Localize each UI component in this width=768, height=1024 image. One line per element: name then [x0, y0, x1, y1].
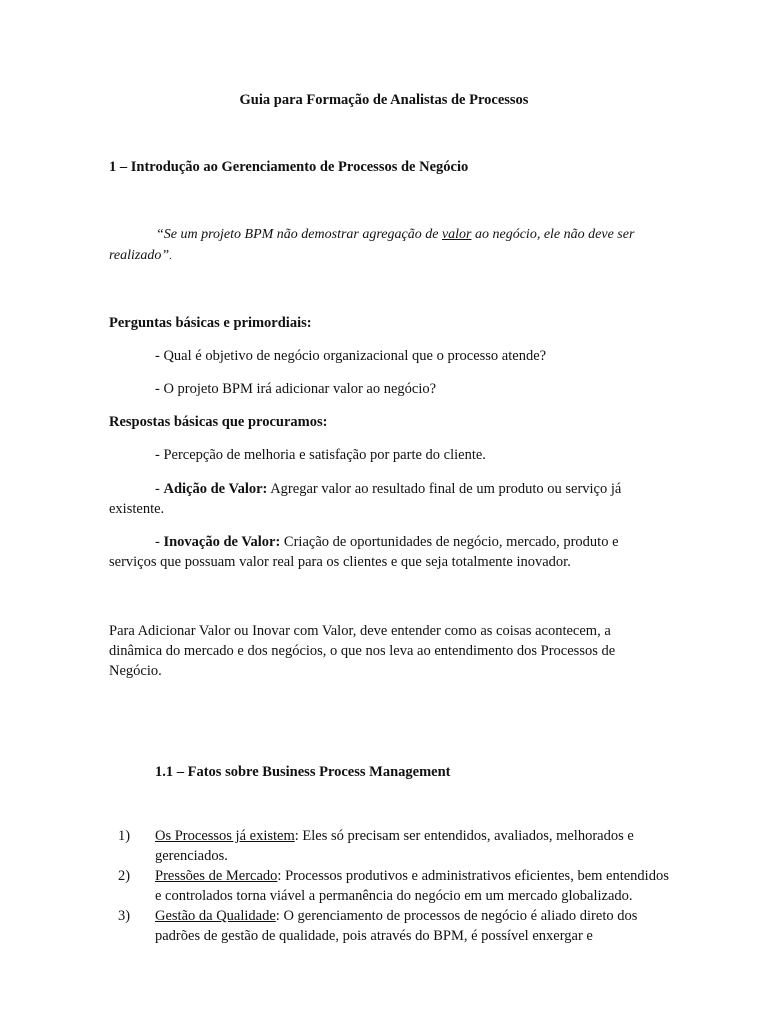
section-1-heading: 1 – Introdução ao Gerenciamento de Processos de Negócio — [109, 159, 469, 175]
answer-item-adicao-valor — [109, 479, 664, 519]
list-item — [109, 826, 669, 866]
section-1-1-heading: 1.1 – Fatos sobre Business Process Management — [155, 764, 451, 780]
bpm-facts-list — [109, 826, 669, 946]
value-paragraph: Para Adicionar Valor ou Inovar com Valor, deve entender como as coisas acontecem, a dinâmica do mercado e dos negócios, o que nos leva ao entendimento dos Processos de Negócio. — [109, 623, 616, 679]
question-item: - O projeto BPM irá adicionar valor ao negócio? — [155, 381, 437, 397]
list-term: Os Processos já existem — [155, 828, 295, 844]
answer-dash: - — [155, 534, 164, 550]
bpm-quote — [109, 224, 669, 267]
answer-item-inovacao-valor — [109, 532, 664, 572]
answer-text: Agregar valor ao resultado final de um produto ou serviço já existente. — [109, 481, 622, 517]
answers-heading: Respostas básicas que procuramos: — [109, 414, 328, 430]
answer-item: - Percepção de melhoria e satisfação por parte do cliente. — [155, 447, 486, 463]
quote-underlined-word: valor — [441, 227, 472, 242]
quote-end: . — [169, 251, 172, 262]
answer-term: Inovação de Valor: — [163, 534, 281, 550]
quote-text-after: ao negócio, ele não deve ser realizado” — [109, 227, 635, 263]
document-title: Guia para Formação de Analistas de Processos — [239, 92, 529, 108]
list-item — [109, 866, 669, 906]
quote-text-before: “Se um projeto BPM não demostrar agregação de — [156, 227, 442, 242]
list-text: : Processos produtivos e administrativos eficientes, bem entendidos e controlados torna viável a permanência do negócio em um mercado globalizado. — [155, 868, 669, 904]
list-text: : Eles só precisam ser entendidos, avaliados, melhorados e gerenciados. — [155, 828, 634, 864]
list-number: 1) — [118, 828, 131, 844]
question-item: - Qual é objetivo de negócio organizacional que o processo atende? — [155, 348, 547, 364]
list-text: : O gerenciamento de processos de negócio é aliado direto dos padrões de gestão de qualidade, pois através do BPM, é possível enxergar e — [155, 908, 638, 944]
list-term: Pressões de Mercado — [155, 868, 278, 884]
answer-dash: - — [155, 481, 164, 497]
list-number: 2) — [118, 868, 131, 884]
answer-term: Adição de Valor: — [163, 481, 268, 497]
list-item — [109, 906, 669, 946]
list-number: 3) — [118, 908, 131, 924]
questions-heading: Perguntas básicas e primordiais: — [109, 315, 312, 331]
list-term: Gestão da Qualidade — [155, 908, 276, 924]
answer-text: Criação de oportunidades de negócio, mercado, produto e serviços que possuam valor real para os clientes e que seja totalmente inovador. — [109, 534, 619, 570]
